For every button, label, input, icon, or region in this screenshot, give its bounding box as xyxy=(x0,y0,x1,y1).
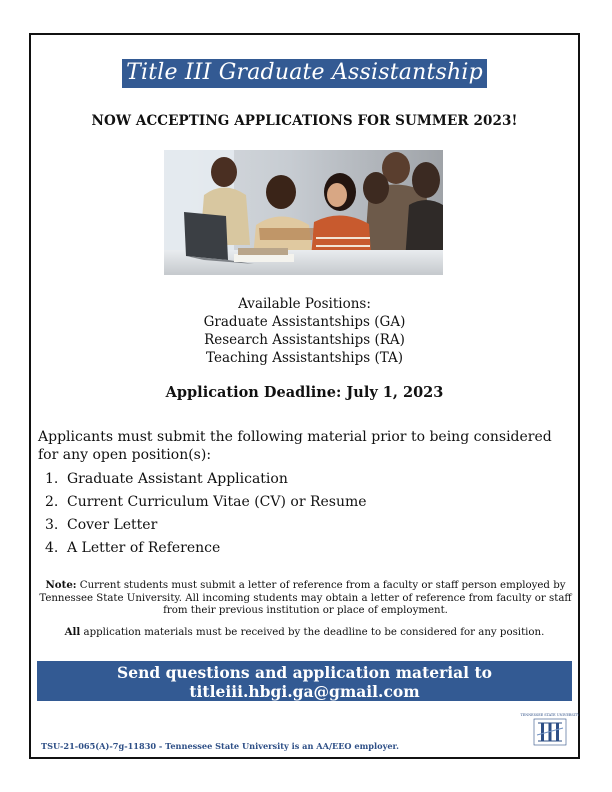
list-item: 1. Graduate Assistant Application xyxy=(45,471,288,487)
application-deadline: Application Deadline: July 1, 2023 xyxy=(165,384,444,401)
footer-text: TSU-21-065(A)-7g-11830 - Tennessee State University is an AA/EEO employer. xyxy=(41,741,399,751)
deadline-note xyxy=(31,626,578,638)
available-positions xyxy=(31,295,578,367)
position-item: Graduate Assistantships (GA) xyxy=(203,314,406,330)
reference-note xyxy=(39,579,572,618)
photo-illustration xyxy=(164,150,443,275)
subheading: NOW ACCEPTING APPLICATIONS FOR SUMMER 2023! xyxy=(91,113,518,129)
tsu-logo-icon xyxy=(520,711,580,747)
position-item: Research Assistantships (RA) xyxy=(204,332,405,348)
note2-text: application materials must be received by the deadline to be considered for any position. xyxy=(80,627,545,638)
flyer-frame xyxy=(29,33,580,759)
students-at-laptop-photo xyxy=(164,150,443,275)
contact-email[interactable]: titleiii.hbgi.ga@gmail.com xyxy=(189,682,420,701)
position-item: Teaching Assistantships (TA) xyxy=(206,350,403,366)
page-title: Title III Graduate Assistantship xyxy=(122,59,487,88)
logo-text: TENNESSEE STATE UNIVERSITY xyxy=(520,713,580,717)
note2-bold: All xyxy=(64,626,81,638)
contact-banner xyxy=(37,661,572,701)
positions-heading: Available Positions: xyxy=(238,296,371,312)
note-text: Current students must submit a letter of reference from a faculty or staff person employed by Tennessee State University. All incoming students may obtain a letter of reference from faculty or staff from their previous institution or place of employment. xyxy=(39,580,572,616)
contact-line: Send questions and application material to xyxy=(117,663,492,682)
note-label: Note: xyxy=(45,579,77,591)
list-item: 4. A Letter of Reference xyxy=(45,540,221,556)
list-item: 3. Cover Letter xyxy=(45,517,158,533)
title-banner xyxy=(31,59,578,88)
requirements-intro: Applicants must submit the following material prior to being considered for any open position(s): xyxy=(38,429,552,463)
requirements-list xyxy=(45,468,367,560)
list-item: 2. Current Curriculum Vitae (CV) or Resume xyxy=(45,494,367,510)
